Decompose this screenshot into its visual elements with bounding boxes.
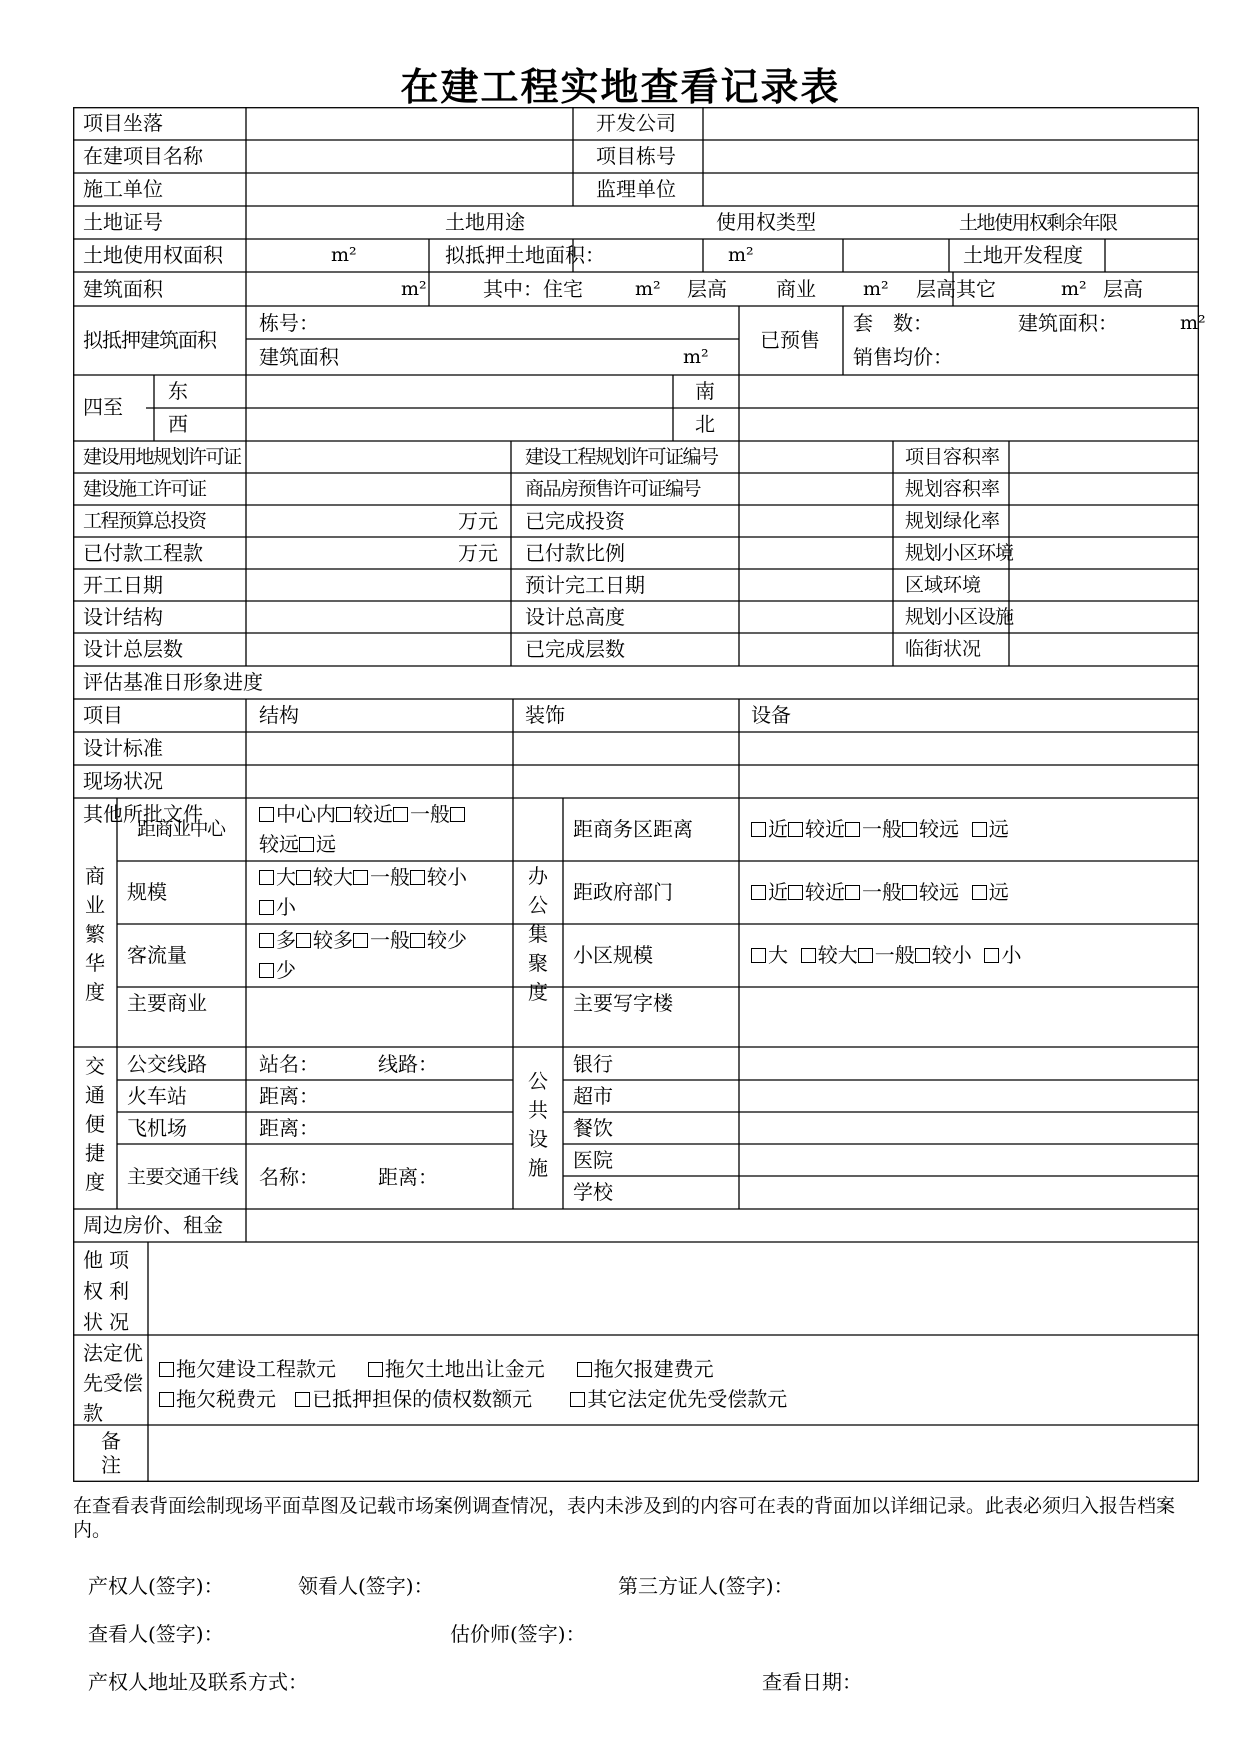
main-road-label: 主要交通干线 [127, 1166, 239, 1188]
checkbox[interactable] [295, 1392, 310, 1407]
commercial-group-label: 商业繁华度 [85, 864, 105, 1004]
permit-label: 工程预算总投资 [83, 510, 206, 532]
permit-label: 已付款比例 [525, 541, 625, 565]
dist-business-label: 距商务区距离 [573, 817, 693, 841]
permit-label: 开工日期 [83, 573, 163, 597]
distance-label: 距离： [259, 1116, 319, 1140]
supermarket-label: 超市 [573, 1084, 613, 1108]
north-label: 北 [695, 412, 715, 436]
checkbox[interactable] [845, 885, 860, 900]
checkbox[interactable] [858, 948, 873, 963]
checkbox[interactable] [902, 822, 917, 837]
distance-label: 距离： [378, 1165, 438, 1189]
four-bounds-label: 四至 [83, 395, 123, 419]
permit-label: 区域环境 [905, 574, 982, 596]
sqm-unit: m² [1180, 312, 1206, 334]
floor-height-label: 层高 [687, 277, 727, 301]
dist-center-label: 距商业中心 [137, 818, 225, 840]
dining-label: 餐饮 [573, 1116, 613, 1140]
checkbox[interactable] [368, 1362, 383, 1377]
east-label: 东 [168, 379, 188, 403]
office-group-label: 办公集聚度 [528, 864, 548, 1004]
bld-area2-label: 建筑面积： [1018, 311, 1118, 335]
presold-label: 已预售 [760, 328, 820, 352]
permit-label: 建设施工许可证 [83, 478, 206, 500]
checkbox[interactable] [353, 870, 368, 885]
checkbox[interactable] [159, 1392, 174, 1407]
dist-business-options: 近 较近 一般 较远 远 [751, 817, 1009, 841]
dist-gov-label: 距政府部门 [573, 880, 673, 904]
permit-label: 建设用地规划许可证 [83, 446, 241, 468]
sqm-unit: m² [683, 346, 709, 368]
remaining-years-label: 土地使用权剩余年限 [959, 212, 1117, 234]
south-label: 南 [695, 379, 715, 403]
appraiser-signature: 估价师(签字)： [450, 1622, 586, 1646]
equipment-label: 设备 [751, 703, 791, 727]
checkbox[interactable] [259, 807, 274, 822]
priority-options-row1: 拖欠建设工程款元 拖欠土地出让金元 拖欠报建费元 [159, 1357, 714, 1381]
checkbox[interactable] [410, 933, 425, 948]
land-use-label: 土地用途 [445, 210, 525, 234]
progress-header: 评估基准日形象进度 [83, 670, 263, 694]
checkbox[interactable] [845, 822, 860, 837]
priority-options-row2: 拖欠税费元 已抵押担保的债权数额元 其它法定优先受偿款元 [159, 1387, 787, 1411]
station-label: 站名： [259, 1052, 319, 1076]
checkbox[interactable] [788, 885, 803, 900]
checkbox[interactable] [751, 822, 766, 837]
owner-signature: 产权人(签字)： [88, 1574, 224, 1598]
supervisor-label: 监理单位 [596, 177, 676, 201]
units-label: 套 数： [853, 311, 933, 335]
wanyuan-unit: 万元 [458, 509, 498, 533]
traffic-label: 客流量 [127, 943, 187, 967]
checkbox[interactable] [801, 948, 816, 963]
inspection-date: 查看日期： [762, 1670, 862, 1694]
checkbox[interactable] [296, 933, 311, 948]
permit-label: 规划小区环境 [905, 542, 1014, 564]
traffic-options: 少 [259, 958, 296, 982]
structure-label: 结构 [259, 703, 299, 727]
scale-label: 规模 [127, 880, 167, 904]
remarks-label: 备注 [101, 1429, 121, 1477]
wanyuan-unit: 万元 [458, 541, 498, 565]
checkbox[interactable] [570, 1392, 585, 1407]
avg-price-label: 销售均价： [853, 345, 953, 369]
community-scale-label: 小区规模 [573, 943, 653, 967]
land-area-label: 土地使用权面积 [83, 243, 223, 267]
hospital-label: 医院 [573, 1148, 613, 1172]
dist-center-options: 较远 远 [259, 832, 336, 856]
permit-label: 已付款工程款 [83, 541, 203, 565]
sqm-unit: m² [863, 278, 889, 300]
surrounding-price-label: 周边房价、租金 [83, 1213, 223, 1237]
checkbox[interactable] [159, 1362, 174, 1377]
commercial-label: 商业 [776, 277, 816, 301]
bus-label: 公交线路 [127, 1052, 207, 1076]
decoration-label: 装饰 [525, 703, 565, 727]
permit-label: 临街状况 [905, 638, 982, 660]
checkbox[interactable] [984, 948, 999, 963]
other-docs-label: 其他所批文件 [83, 802, 203, 826]
checkbox[interactable] [788, 822, 803, 837]
checkbox[interactable] [751, 885, 766, 900]
permit-label: 设计总层数 [83, 637, 183, 661]
bld-area-label: 建筑面积 [259, 345, 339, 369]
priority-label: 法定优先受偿款 [83, 1341, 143, 1425]
permit-label: 项目容积率 [905, 446, 1001, 468]
floor-height-other-label: 层高其它 [916, 277, 996, 301]
checkbox[interactable] [353, 933, 368, 948]
bank-label: 银行 [573, 1052, 613, 1076]
west-label: 西 [168, 412, 188, 436]
permit-label: 已完成层数 [525, 637, 625, 661]
checkbox[interactable] [336, 807, 351, 822]
checkbox[interactable] [259, 963, 274, 978]
project-location-label: 项目坐落 [83, 111, 163, 135]
main-commercial-label: 主要商业 [127, 991, 207, 1015]
route-label: 线路： [378, 1052, 438, 1076]
train-label: 火车站 [127, 1084, 187, 1108]
main-office-label: 主要写字楼 [573, 991, 673, 1015]
airport-label: 飞机场 [127, 1116, 187, 1140]
checkbox[interactable] [393, 807, 408, 822]
guide-signature: 领看人(签字)： [298, 1574, 434, 1598]
permit-label: 设计结构 [83, 605, 163, 629]
permit-label: 预计完工日期 [525, 573, 645, 597]
inspector-signature: 查看人(签字)： [88, 1622, 224, 1646]
sqm-unit: m² [331, 244, 357, 266]
scale-options: 大 较大 一般 较小 [259, 865, 467, 889]
distance-label: 距离： [259, 1084, 319, 1108]
constructor-label: 施工单位 [83, 177, 163, 201]
community-scale-options: 大 较大 一般 较小 小 [751, 943, 1021, 967]
progress-item-label: 项目 [83, 703, 123, 727]
land-dev-degree-label: 土地开发程度 [963, 243, 1083, 267]
permit-label: 已完成投资 [525, 509, 625, 533]
public-group-label: 公共设施 [528, 1069, 548, 1180]
checkbox[interactable] [450, 807, 465, 822]
checkbox[interactable] [972, 822, 987, 837]
checkbox[interactable] [259, 900, 274, 915]
building-no-label: 项目栋号 [596, 144, 676, 168]
permit-label: 规划绿化率 [905, 510, 1001, 532]
other-rights-label: 他项权利状况 [83, 1248, 135, 1334]
developer-label: 开发公司 [596, 111, 676, 135]
permit-label: 规划容积率 [905, 478, 1001, 500]
road-name-label: 名称： [259, 1165, 319, 1189]
checkbox[interactable] [296, 870, 311, 885]
permit-label: 设计总高度 [525, 605, 625, 629]
page-title: 在建工程实地查看记录表 [400, 64, 841, 109]
owner-contact: 产权人地址及联系方式： [88, 1670, 308, 1694]
design-std-label: 设计标准 [83, 736, 163, 760]
land-cert-label: 土地证号 [83, 210, 163, 234]
checkbox[interactable] [902, 885, 917, 900]
checkbox[interactable] [259, 870, 274, 885]
checkbox[interactable] [915, 948, 930, 963]
mortgage-land-area-label: 拟抵押土地面积： [445, 243, 605, 267]
checkbox[interactable] [577, 1362, 592, 1377]
scale-options: 小 [259, 895, 296, 919]
checkbox[interactable] [299, 837, 314, 852]
checkbox[interactable] [410, 870, 425, 885]
sqm-unit: m² [728, 244, 754, 266]
site-status-label: 现场状况 [83, 769, 163, 793]
witness-signature: 第三方证人(签字)： [618, 1574, 794, 1598]
checkbox[interactable] [972, 885, 987, 900]
permit-label: 商品房预售许可证编号 [525, 478, 701, 500]
school-label: 学校 [573, 1180, 613, 1204]
checkbox[interactable] [751, 948, 766, 963]
bld-no-label: 栋号： [259, 311, 319, 335]
sqm-unit: m² [1061, 278, 1087, 300]
floor-height-label: 层高 [1103, 277, 1143, 301]
dist-gov-options: 近 较近 一般 较远 远 [751, 880, 1009, 904]
footnote: 在查看表背面绘制现场平面草图及记载市场案例调查情况，表内未涉及到的内容可在表的背面加以详细记录。此表必须归入报告档案内。 [73, 1495, 1176, 1541]
permit-label: 规划小区设施 [905, 606, 1014, 628]
dist-center-options: 中心内 较近 一般 [259, 802, 467, 826]
checkbox[interactable] [259, 933, 274, 948]
building-area-label: 建筑面积 [83, 277, 163, 301]
sqm-unit: m² [635, 278, 661, 300]
project-name-label: 在建项目名称 [83, 144, 203, 168]
traffic-options: 多 较多 一般 较少 [259, 928, 467, 952]
sqm-unit: m² [401, 278, 427, 300]
right-type-label: 使用权类型 [716, 210, 816, 234]
permit-label: 建设工程规划许可证编号 [525, 446, 718, 468]
of-which-residential-label: 其中：住宅 [483, 277, 583, 301]
record-form-table [73, 107, 1206, 1482]
transport-group-label: 交通便捷度 [85, 1054, 105, 1194]
mortgage-bld-area-label: 拟抵押建筑面积 [83, 328, 216, 352]
